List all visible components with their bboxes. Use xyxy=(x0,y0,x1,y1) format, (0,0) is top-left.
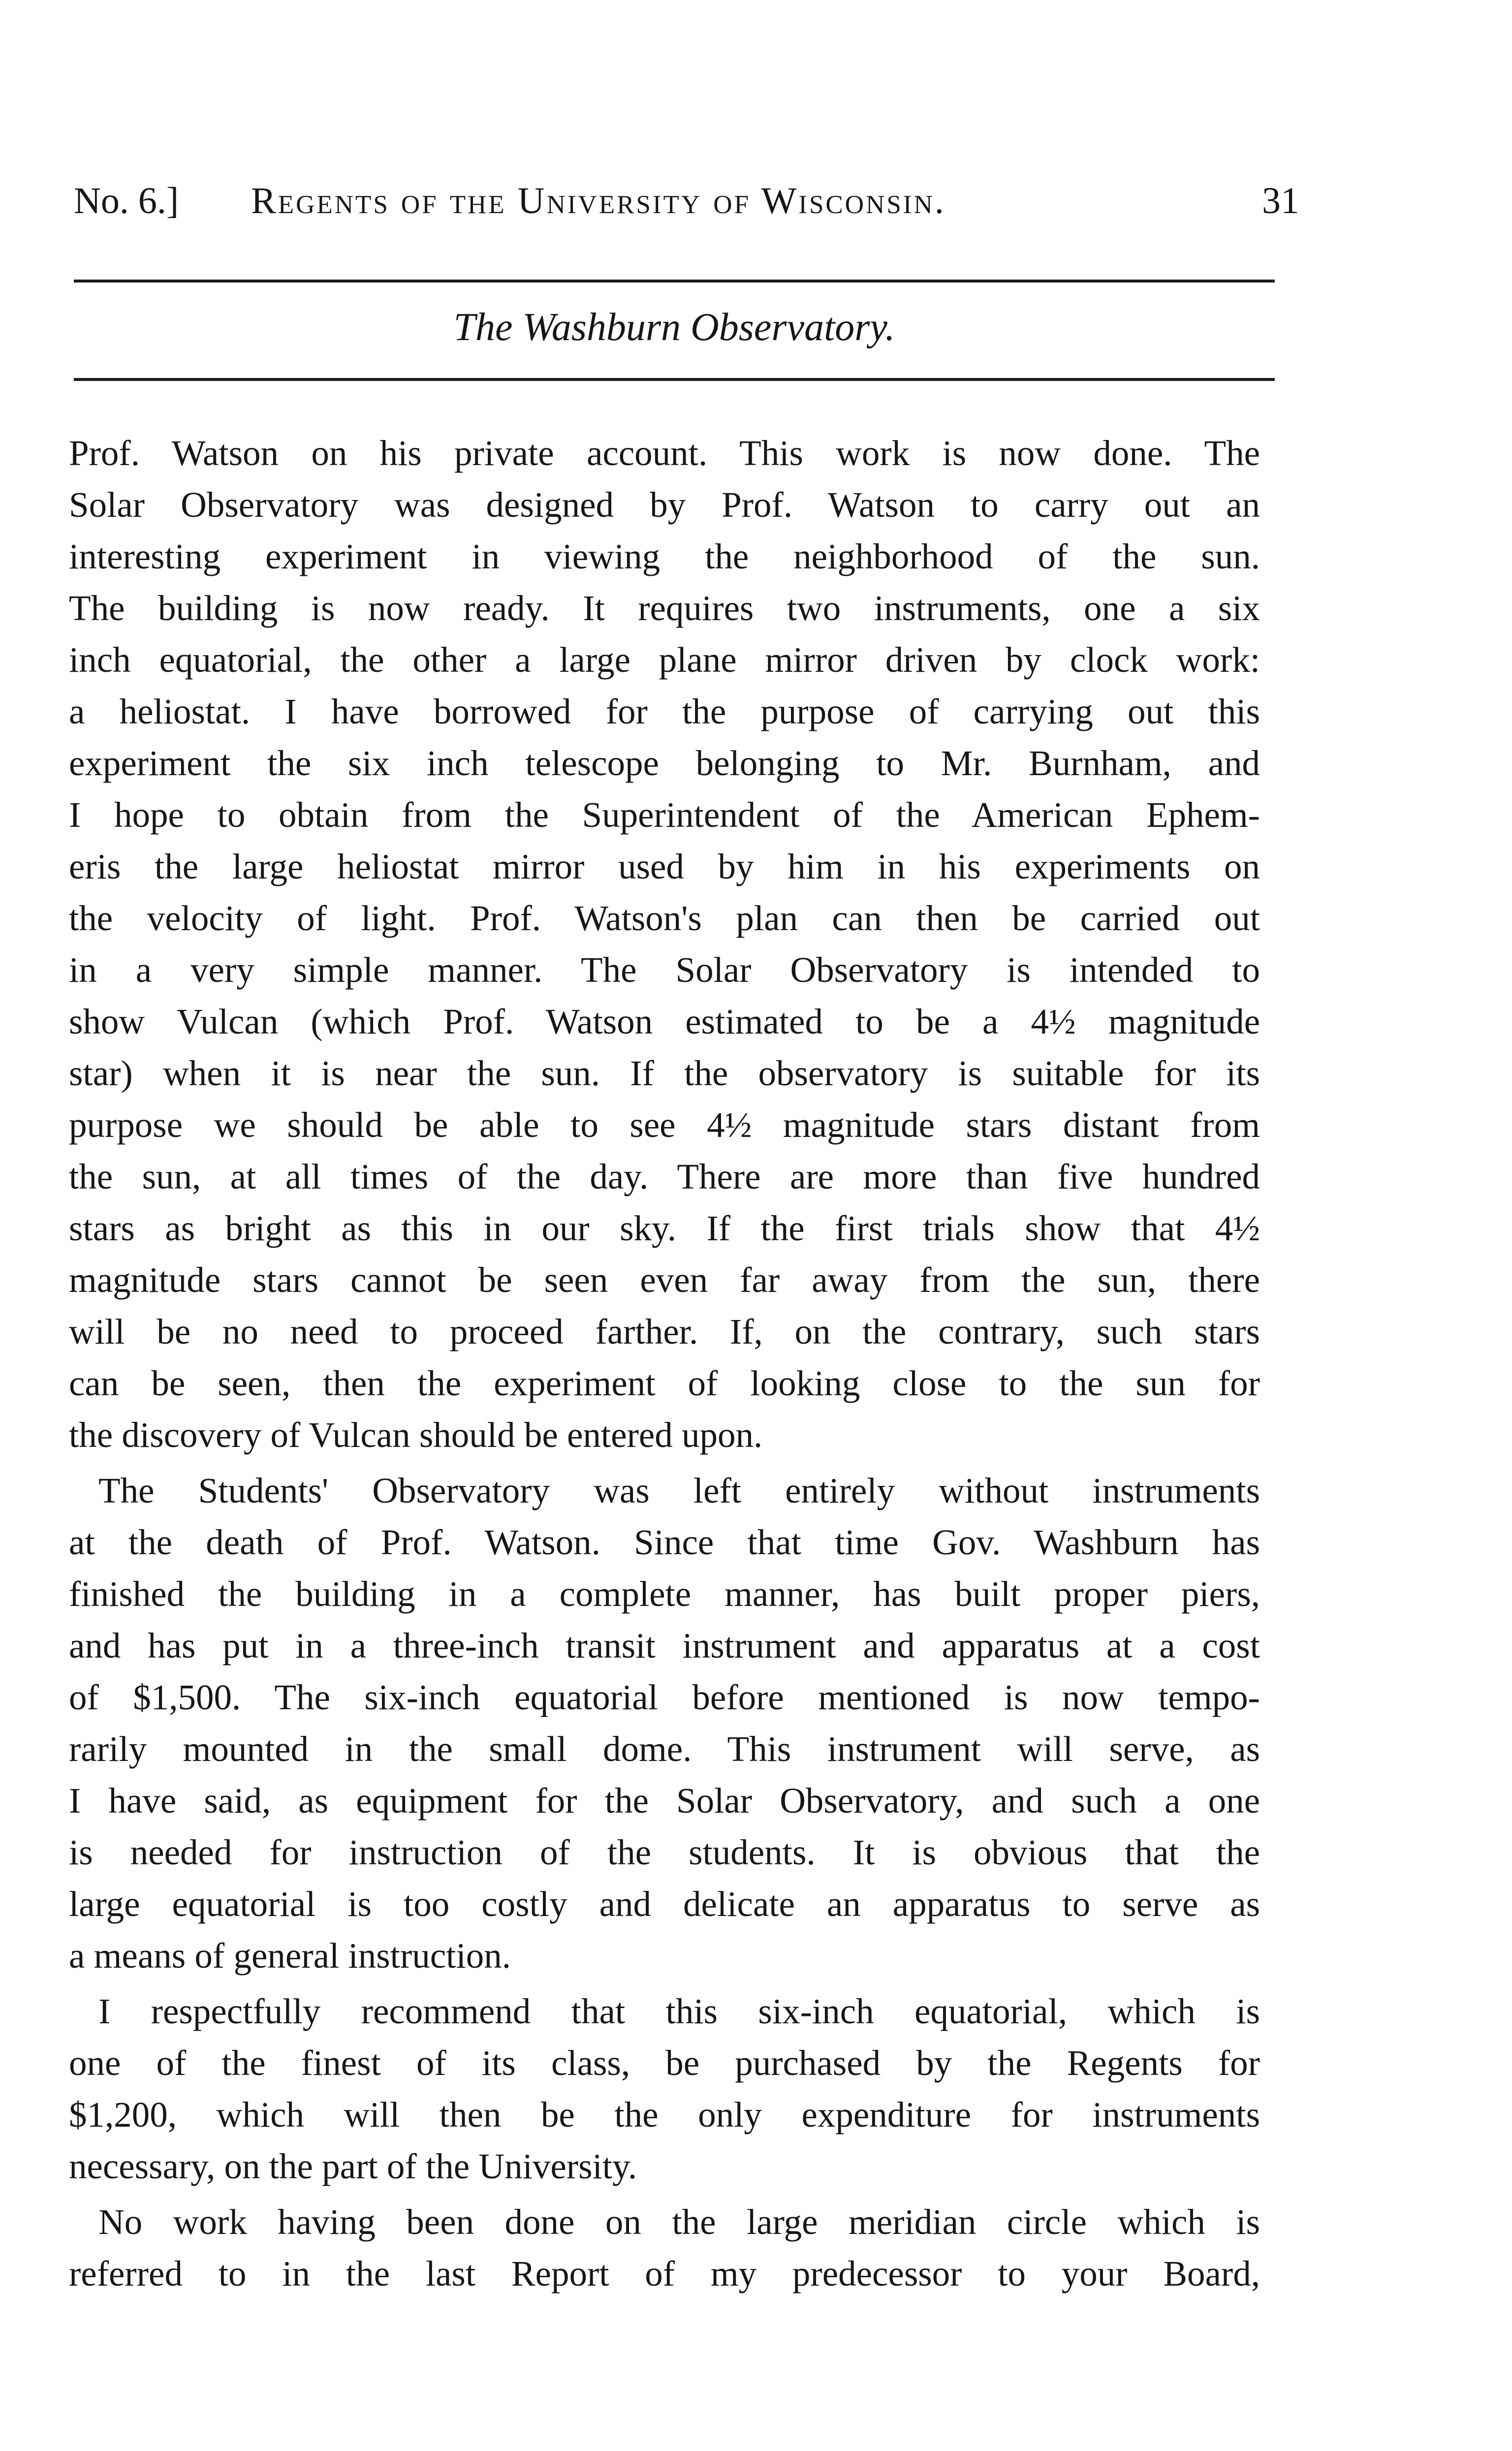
text-line: purpose we should be able to see 4½ magnitude stars distant from xyxy=(69,1105,1260,1145)
text-line: magnitude stars cannot be seen even far away from the sun, there xyxy=(69,1260,1260,1300)
text-line: The building is now ready. It requires two instruments, one a six xyxy=(69,588,1260,628)
text-line: Solar Observatory was designed by Prof. Watson to carry out an xyxy=(69,485,1260,525)
text-line: I hope to obtain from the Superintendent of the American Ephem- xyxy=(69,795,1260,835)
running-title: Regents of the University of Wisconsin. xyxy=(251,180,946,221)
header-rule-top xyxy=(74,280,1275,283)
text-line: the velocity of light. Prof. Watson's plan can then be carried out xyxy=(69,898,1260,938)
text-line: referred to in the last Report of my predecessor to your Board, xyxy=(69,2254,1260,2294)
text-line: a means of general instruction. xyxy=(69,1936,511,1976)
text-line: star) when it is near the sun. If the observatory is suitable for its xyxy=(69,1053,1260,1093)
text-line: necessary, on the part of the University. xyxy=(69,2146,637,2186)
page-number: 31 xyxy=(1262,180,1299,221)
text-line: of $1,500. The six-inch equatorial before mentioned is now tempo- xyxy=(69,1677,1260,1717)
text-line: in a very simple manner. The Solar Observatory is intended to xyxy=(69,950,1260,990)
text-line: the discovery of Vulcan should be entered upon. xyxy=(69,1415,763,1455)
text-line: large equatorial is too costly and delicate an apparatus to serve as xyxy=(69,1884,1260,1924)
text-line: is needed for instruction of the students. It is obvious that the xyxy=(69,1832,1260,1872)
text-line: experiment the six inch telescope belonging to Mr. Burnham, and xyxy=(69,743,1260,783)
text-line: at the death of Prof. Watson. Since that time Gov. Washburn has xyxy=(69,1522,1260,1562)
text-line: can be seen, then the experiment of looking close to the sun for xyxy=(69,1363,1260,1403)
text-line: eris the large heliostat mirror used by him in his experiments on xyxy=(69,847,1260,886)
text-line: I have said, as equipment for the Solar Observatory, and such a one xyxy=(69,1781,1260,1821)
header-rule-bottom xyxy=(74,378,1275,381)
text-line: The Students' Observatory was left entirely without instruments xyxy=(98,1471,1260,1510)
text-line: the sun, at all times of the day. There are more than five hundred xyxy=(69,1157,1260,1196)
text-line: Prof. Watson on his private account. This work is now done. The xyxy=(69,433,1260,473)
text-line: rarily mounted in the small dome. This instrument will serve, as xyxy=(69,1729,1260,1769)
text-line: show Vulcan (which Prof. Watson estimated to be a 4½ magnitude xyxy=(69,1002,1260,1041)
text-line: No work having been done on the large meridian circle which is xyxy=(98,2202,1260,2242)
body-text xyxy=(69,427,1260,2299)
text-line: and has put in a three-inch transit instrument and apparatus at a cost xyxy=(69,1626,1260,1665)
section-heading: The Washburn Observatory. xyxy=(453,306,895,349)
running-head xyxy=(74,171,1299,230)
text-line: interesting experiment in viewing the neighborhood of the sun. xyxy=(69,536,1260,576)
text-line: a heliostat. I have borrowed for the purpose of carrying out this xyxy=(69,691,1260,731)
text-line: stars as bright as this in our sky. If the first trials show that 4½ xyxy=(69,1208,1260,1248)
text-line: $1,200, which will then be the only expenditure for instruments xyxy=(69,2095,1260,2135)
text-line: inch equatorial, the other a large plane mirror driven by clock work: xyxy=(69,640,1260,680)
text-line: finished the building in a complete manner, has built proper piers, xyxy=(69,1574,1260,1614)
signature-mark: No. 6.] xyxy=(74,180,179,221)
text-line: I respectfully recommend that this six-inch equatorial, which is xyxy=(98,1991,1260,2031)
text-line: will be no need to proceed farther. If, on the contrary, such stars xyxy=(69,1312,1260,1351)
text-line: one of the finest of its class, be purchased by the Regents for xyxy=(69,2043,1260,2083)
